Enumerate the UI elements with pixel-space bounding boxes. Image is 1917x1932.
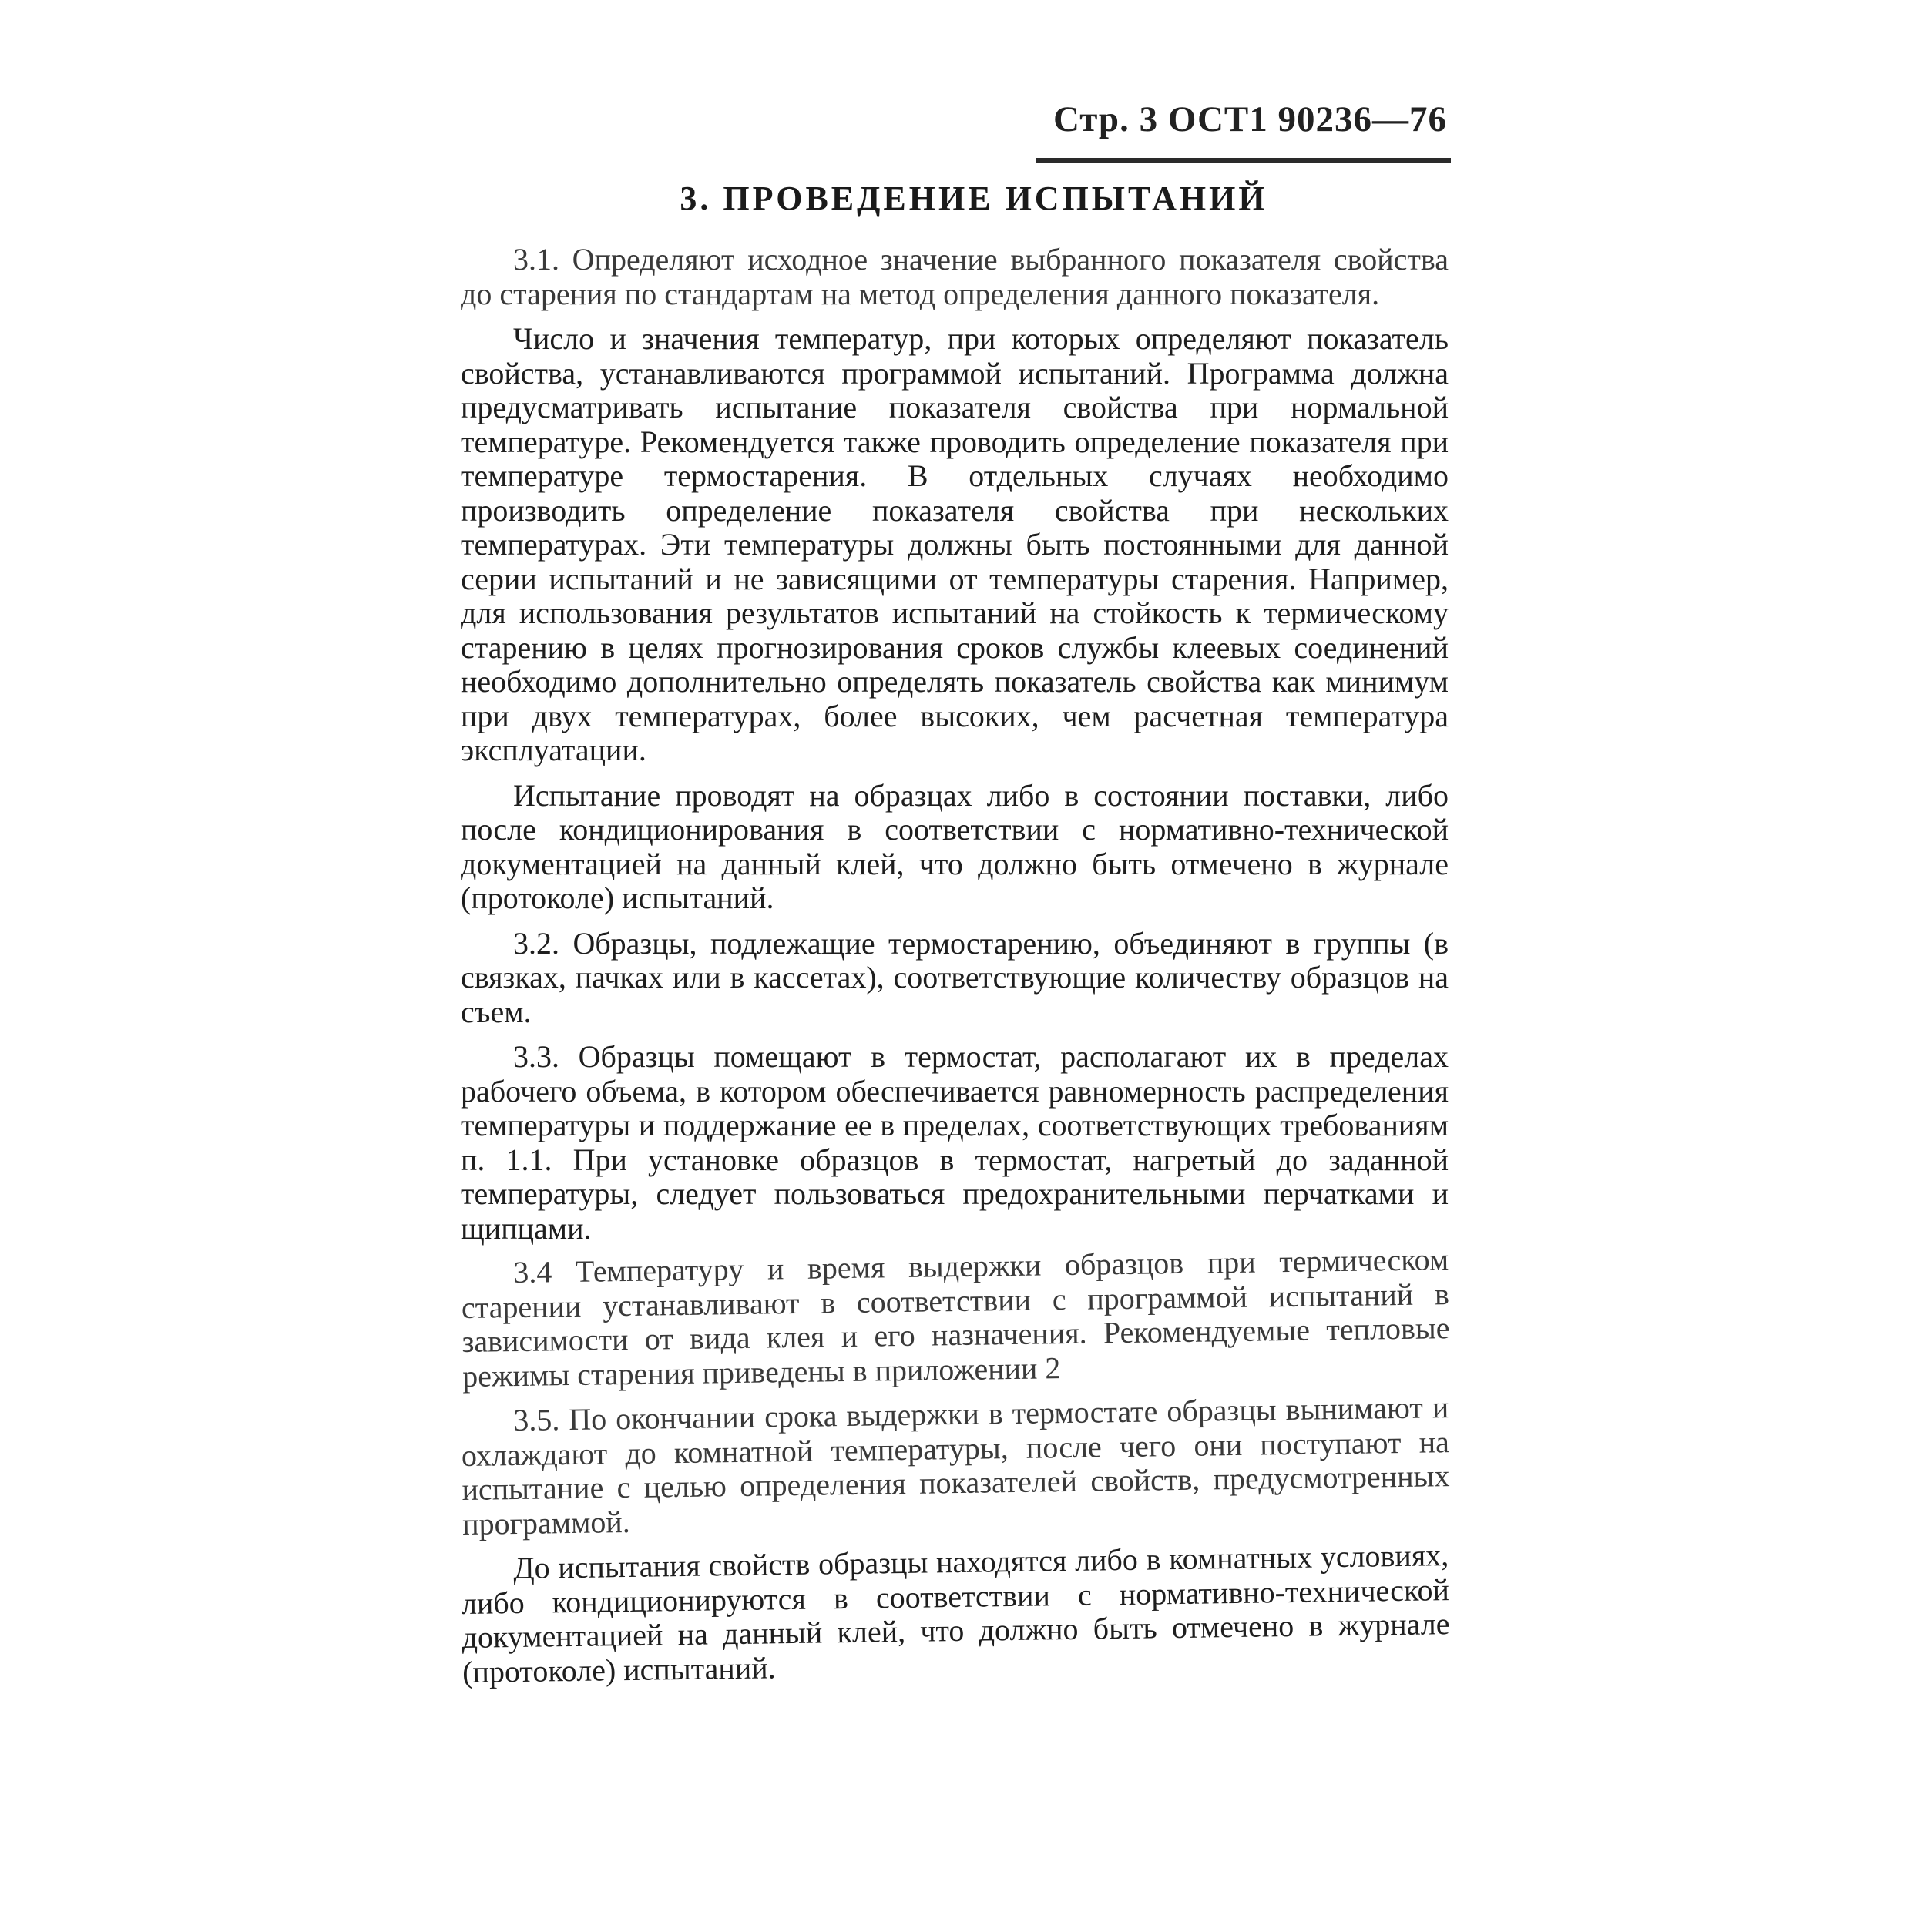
page-header: Стр. 3 ОСТ1 90236—76: [1053, 99, 1447, 139]
section-title: 3. ПРОВЕДЕНИЕ ИСПЫТАНИЙ: [680, 179, 1268, 217]
paragraph-conditioning: Испытание проводят на образцах либо в состоянии поставки, либо после кондиционирования в соответствии с нормативно-технической документацией на данный клей, что должно быть отмечено в журнале (протоколе) испытаний.: [461, 777, 1449, 915]
paragraph-3-1: 3.1. Определяют исходное значение выбранного показателя свойства до старения по стандартам на метод определения данного показателя.: [461, 242, 1449, 311]
paragraph-3-3: 3.3. Образцы помещают в термостат, располагают их в пределах рабочего объема, в котором обеспечивается равномерность распределения температуры и поддержание ее в пределах, соответствующих требованиям п. 1.1. При установке образцов в термостат, нагретый до заданной температуры, следует пользоваться предохранительными перчатками и щипцами.: [461, 1039, 1449, 1246]
header-rule: [1036, 158, 1451, 163]
paragraph-temperatures: Число и значения температур, при которых определяют показатель свойства, устанавливаются программой испытаний. Программа должна предусматривать испытание показателя свойства при нормальной температуре. Рекомендуется также проводить определение показателя при температуре термостарения. В отдельных случаях необходимо производить определение показателя свойства при нескольких температурах. Эти температуры должны быть постоянными для данной серии испытаний и не зависящими от температуры старения. Например, для использования результатов испытаний на стойкость к термическому старению в целях прогнозирования сроков службы клеевых соединений необходимо дополнительно определять показатель свойства как минимум при двух температурах, более высоких, чем расчетная температура эксплуатации.: [461, 321, 1449, 767]
body-text: [461, 243, 1449, 1700]
paragraph-3-5: 3.5. По окончании срока выдержки в термостате образцы вынимают и охлаждают до комнатной температуры, после чего они поступают на испытание с целью определения показателей свойств, предусмотренных программой.: [461, 1390, 1450, 1541]
paragraph-3-4: 3.4 Температуру и время выдержки образцов при термическом старении устанавливают в соответствии с программой испытаний в зависимости от вида клея и его назначения. Рекомендуемые тепловые режимы старения приведены в приложении 2: [461, 1242, 1450, 1394]
paragraph-3-2: 3.2. Образцы, подлежащие термостарению, объединяют в группы (в связках, пачках или в кассетах), соответствующие количеству образцов на съем.: [461, 925, 1449, 1029]
paragraph-before-testing: До испытания свойств образцы находятся либо в комнатных условиях, либо кондиционируются в соответствии с нормативно-технической документацией на данный клей, что должно быть отмечено в журнале (протоколе) испытаний.: [461, 1538, 1450, 1689]
